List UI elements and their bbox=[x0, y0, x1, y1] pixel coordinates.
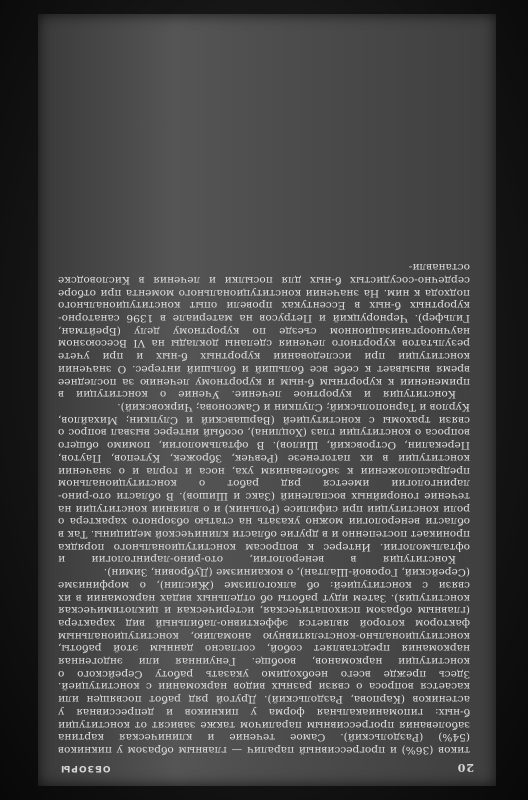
paragraph-paralysis-narcomania: тиков (36%) и прогрессивный паралич — главным образом у пикников (54%) (Раздольский). Самое течение и клиническая картина заболевания прогрессивным параличом также зависят от конституции б-ных: гипоманиакальная форма у пикников и депрессивная у астеников (Карпова, Раздольский). Другой ряд работ посвящен или касается вопроса о связи разных видов наркомании с конституцией. Здесь прежде всего необходимо указать работу Серейского о конституции наркоманов, вообще. Генуинная или эндогенная наркомания представляет собой, согласно данным этой работы, конституционально-констелятивную аномалию, конституциональным фактором которой является эффективно-лабильный вид характера (главным образом психопатическая, истерическая и циклотимическая конституция). Затем идут работы об отдельных видах наркомании в их связи с конституцией: об алкоголизме (Жислин), о морфинизме (Серейский, Горовой-Шалтан), о кокаинизме (Дубровин, Зимин). bbox=[58, 566, 470, 756]
paragraph-resort-treatment: Конституция и курортное лечение. Учение о конституции в применении к курортным б-ным и курортному лечению за последнее время вызывает к себе все больший и больший интерес. О значении конституции при исследовании курортных б-ных и при учете результатов курортного лечения сделаны доклады на VI Всесоюзном научноорганизационном съезде по курортному делу (Брейтман, Гильфер). Черноруцкий и Петрусов на материале в 1396 санаторно-курортных б-ных в Ессентуках провели опыт конституционального подхода к ним. На значении конституционального момента при отборе сердечно-сосудистых б-ных для посылки и лечения в Кисловодске останавли- bbox=[58, 261, 470, 401]
body-text bbox=[58, 56, 470, 756]
page-number: 20 bbox=[456, 761, 474, 775]
section-title: ОБЗОРЫ bbox=[60, 763, 111, 773]
running-head bbox=[60, 760, 474, 776]
paragraph-venereology-ent-ophthalmology: Конституция в венерологии, ото-рино-ларингологии и офтальмологии. Интерес к вопросам конституционального порядка проникает постепенно и в другие области клинической медицины. Так в области венерологии можно указать на статью обзорного характера о роли конституции при сифилисе (Рольник) и о влиянии конституции на течение гонорийных воспалений (Закс и Шишов). В области ото-рино-ларингологии имеется ряд работ о конституциональном предрасположении к заболеваниям уха, носа и горла и о значении конституции в их патогенезе (Ревчек, Зброжек, Кутепов, Паутов, Перекалин, Островский, Шилов). В офтальмологии, помимо общего вопроса о конституции глаз (Хоцлина), особый интерес вызвал вопрос о связи трахомы с конституцией (Варшавский и Слупкин; Михайлов, Курлов и Тарнопольский; Слупкин и Самсонова; Чирковский). bbox=[58, 401, 470, 566]
book-page bbox=[38, 14, 496, 786]
